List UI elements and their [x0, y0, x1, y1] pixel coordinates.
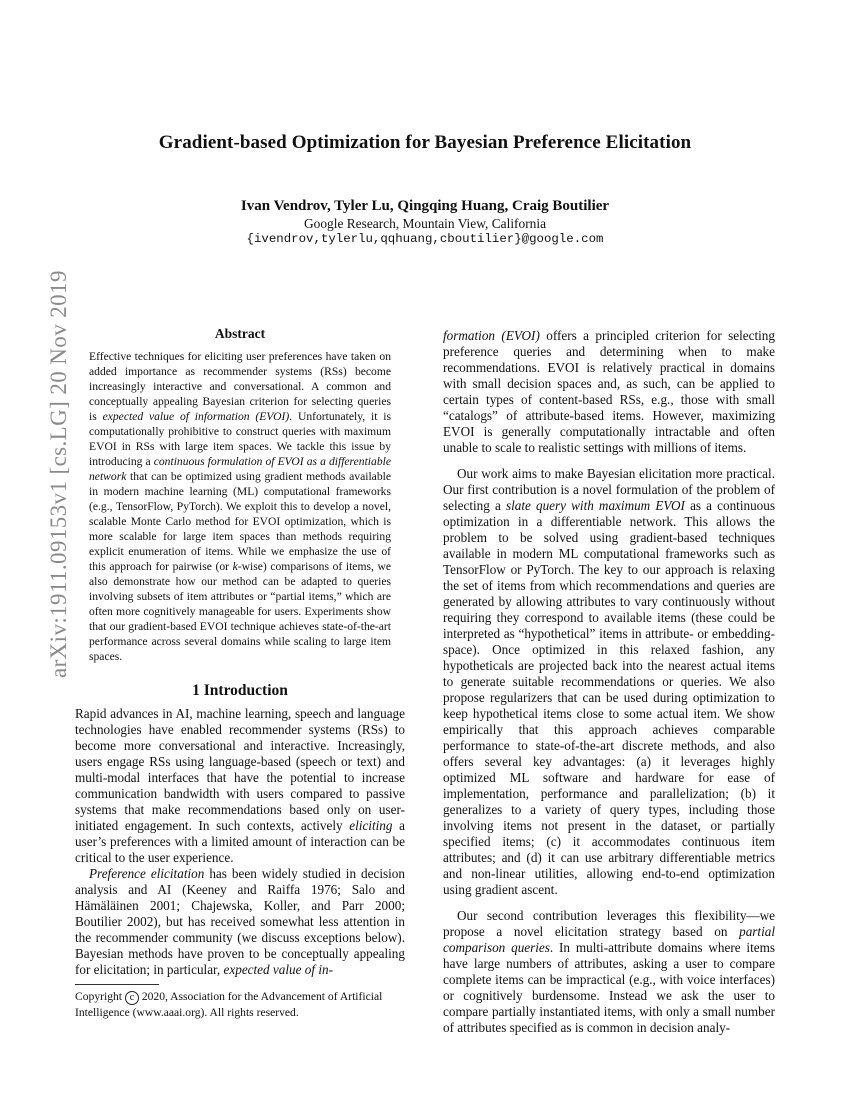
abstract-text: Effective techniques for eliciting user preferences have taken on added importance as recommender systems (RSs) become increasingly interactive and conversational. A common and conceptually appealing Bayesian criterion for selecting queries is expected value of information (EVOI). Unfortunately, it is computationally prohibitive to construct queries with maximum EVOI in RSs with large item spaces. We tackle this issue by introducing a continuous formulation of EVOI as a differentiable network that can be optimized using gradient methods available in modern machine learning (ML) computational frameworks (e.g., TensorFlow, PyTorch). We exploit this to develop a novel, scalable Monte Carlo method for EVOI optimization, which is more scalable for large item spaces than methods requiring explicit enumeration of items. While we emphasize the use of this approach for pairwise (or k-wise) comparisons of items, we also demonstrate how our method can be adapted to queries involving subsets of item attributes or “partial items,” which are often more cognitively manageable for users. Experiments show that our gradient-based EVOI technique achieves state-of-the-art performance across several domains while scaling to large item spaces.: [89, 350, 392, 663]
right-paragraph-3: Our second contribution leverages this flexibility—we propose a novel elicitation strategy based on partial comparison queries. In multi-attribute domains where items have large numbers of attributes, asking a user to compare complete items can be impractical (e.g., with voice interfaces) or cognitively burdensome. Instead we ask the user to compare partially instantiated items, with only a small number of attributes specified as is common in decision analy-: [443, 908, 775, 1035]
intro-paragraph-1: Rapid advances in AI, machine learning, speech and language technologies have enabled recommender systems (RSs) to become more conversational and interactive. Increasingly, users engage RSs using language-based (speech or text) and multi-modal interfaces that have the potential to increase communication bandwidth with users compared to passive systems that make recommendations based only on user-initiated engagement. In such contexts, actively eliciting a user’s preferences with a limited amount of interaction can be critical to the user experience.: [75, 706, 405, 865]
intro-paragraph-2: Preference elicitation has been widely studied in decision analysis and AI (Keeney and Raiffa 1976; Salo and Hämäläinen 2001; Chajewska, Koller, and Parr 2000; Boutilier 2002), but has received somewhat less attention in the recommender community (we discuss exceptions below). Bayesian methods have proven to be conceptually appealing for elicitation; in particular, expected value of in-: [75, 866, 405, 977]
arxiv-identifier: arXiv:1911.09153v1 [cs.LG] 20 Nov 2019: [46, 270, 71, 678]
right-paragraph-1: formation (EVOI) offers a principled criterion for selecting preference queries and determining when to make recommendations. EVOI is relatively practical in domains with small decision spaces and, as such, can be applied to certain types of content-based RSs, e.g., those with small “catalogs” of attribute-based items. However, maximizing EVOI is generally computationally intractable and often unable to scale to realistic settings with millions of items.: [443, 328, 775, 455]
copyright-notice: Copyright c 2020, Association for the Advancement of Artificial Intelligence (www.aaai.org). All rights reserved.: [75, 990, 383, 1019]
footnote-rule: [75, 984, 159, 985]
author-list: Ivan Vendrov, Tyler Lu, Qingqing Huang, Craig Boutilier: [240, 198, 610, 214]
abstract-heading: Abstract: [214, 326, 266, 341]
right-paragraph-2: Our work aims to make Bayesian elicitation more practical. Our first contribution is a novel formulation of the problem of selecting a slate query with maximum EVOI as a continuous optimization in a differentiable network. This allows the problem to be solved using gradient-based techniques available in modern ML computational frameworks such as TensorFlow or PyTorch. The key to our approach is relaxing the set of items from which recommendations and queries are generated by allowing attributes to vary continuously without requiring they correspond to available items (these could be interpreted as “hypothetical” items in attribute- or embedding-space). Once optimized in this relaxed fashion, any hypotheticals are projected back into the nearest actual items to generate suitable recommendations or queries. We also propose regularizers that can be used during optimization to keep hypothetical items close to some actual item. We show empirically that this approach achieves comparable performance to state-of-the-art discrete methods, and also offers several key advantages: (a) it leverages highly optimized ML software and hardware for ease of implementation, performance and parallelization; (b) it generalizes to a variety of query types, including those involving items not present in the dataset, or partially specified items; (c) it accommodates continuous item attributes; and (d) it can use arbitrary differentiable metrics and non-linear utilities, allowing end-to-end optimization using gradient ascent.: [443, 466, 775, 897]
copyright-symbol: c: [125, 991, 139, 1005]
paper-title: Gradient-based Optimization for Bayesian Preference Elicitation: [158, 132, 692, 153]
left-column: [75, 326, 405, 1020]
affiliation: Google Research, Mountain View, California: [303, 216, 547, 231]
section-heading-introduction: 1 Introduction: [192, 682, 288, 699]
author-emails: {ivendrov,tylerlu,qqhuang,cboutilier}@google.com: [246, 232, 604, 246]
right-column: [443, 328, 775, 1036]
